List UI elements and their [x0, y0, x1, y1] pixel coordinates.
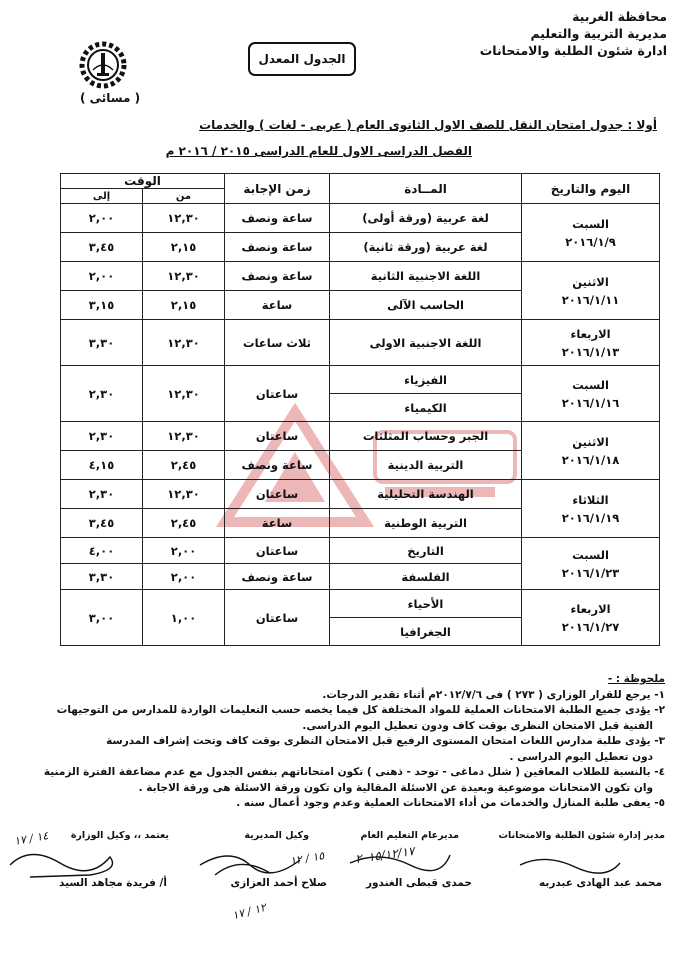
time-from-cell: ٢,٠٠ [143, 538, 225, 564]
note-line: الفنية قبل الامتحان النظرى بوقت كاف ودون تعطيل اليوم الدراسى. [302, 719, 653, 732]
day-date: ٢٠١٦/١/١٩ [561, 510, 620, 525]
time-from-cell: ١,٠٠ [143, 590, 225, 646]
note-line: دون تعطيل اليوم الدراسى . [509, 750, 653, 763]
handwritten-number: ١٤ / ١٧ [13, 829, 50, 848]
time-to-cell: ٢,٠٠ [61, 204, 143, 233]
day-cell [522, 204, 660, 262]
subject-cell: الأحياء [330, 590, 522, 618]
signature-name: حمدى قبطى الغندور [365, 877, 472, 889]
subject-cell: لغة عربية (ورقة ثانية) [330, 233, 522, 262]
day-name: السبت [572, 216, 609, 231]
schedule-title: أولا : جدول امتحان النقل للصف الاول الثانوى العام ( عربى - لغات ) والخدمات [199, 118, 657, 132]
header-block [437, 8, 667, 59]
time-from-cell: ٢,٤٥ [143, 509, 225, 538]
duration-cell: ساعة [225, 291, 330, 320]
day-name: الاربعاء [570, 601, 611, 616]
time-from-cell: ١٢,٣٠ [143, 204, 225, 233]
subject-cell: الحاسب الآلى [330, 291, 522, 320]
note-line: ٤- بالنسبة للطلاب المعاقين ( شلل دماغى - توحد - ذهنى ) تكون امتحاناتهم بنفس الجدول مع عدم مضاعفة الفترة الزمنية [43, 766, 665, 778]
time-from-cell: ١٢,٣٠ [143, 480, 225, 509]
table-row [61, 590, 660, 618]
time-to-cell: ٣,٤٥ [61, 509, 143, 538]
day-name: الثلاثاء [572, 492, 609, 507]
table-row [61, 480, 660, 509]
note-line: ٣- يؤدى طلبة مدارس اللغات امتحان المستوى الرفيع قبل الامتحان النظرى بوقت كاف وتحت إشراف المدرسة [106, 735, 665, 747]
subject-cell: الهندسة التحليلية [330, 480, 522, 509]
day-cell [522, 262, 660, 320]
signature-name: محمد عبد الهادى عبدربه [539, 877, 662, 889]
directorate-name: مديرية التربية والتعليم [530, 26, 667, 41]
subject-cell: الجبر وحساب المثلثات [330, 422, 522, 451]
notes-label: ملحوظة : - [607, 673, 665, 685]
time-to-cell: ٢,٣٠ [61, 480, 143, 509]
day-cell [522, 590, 660, 646]
table-row [61, 422, 660, 451]
time-to-cell: ٤,٠٠ [61, 538, 143, 564]
time-to-cell: ٣,٤٥ [61, 233, 143, 262]
note-line: ١- يرجع للقرار الوزارى ( ٢٧٣ ) فى ٢٠١٢/٧/٦م أثناء تقدير الدرجات. [322, 688, 665, 701]
time-from-cell: ٢,١٥ [143, 233, 225, 262]
duration-cell: ساعتان [225, 422, 330, 451]
time-to-cell: ٣,٣٠ [61, 320, 143, 366]
exam-schedule-table [60, 173, 660, 646]
time-from-cell: ٢,٠٠ [143, 564, 225, 590]
duration-cell: ساعة ونصف [225, 233, 330, 262]
table-row [61, 366, 660, 394]
day-date: ٢٠١٦/١/١٨ [561, 452, 620, 467]
duration-cell: ساعتان [225, 480, 330, 509]
duration-cell: ساعة ونصف [225, 451, 330, 480]
duration-cell: ثلاث ساعات [225, 320, 330, 366]
duration-cell: ساعتان [225, 538, 330, 564]
modified-schedule-badge: الجدول المعدل [248, 42, 356, 76]
header-to: إلى [61, 189, 143, 204]
day-date: ٢٠١٦/١/٢٧ [561, 619, 620, 634]
time-from-cell: ٢,١٥ [143, 291, 225, 320]
handwritten-date: ١٢ / ١٧ [230, 900, 268, 923]
table-row [61, 320, 660, 366]
day-date: ٢٠١٦/١/١٣ [561, 344, 620, 359]
subject-cell: الفلسفة [330, 564, 522, 590]
signature-title: يعتمد ،، وكيل الوزارة [70, 830, 169, 841]
handwritten-date: ١٥ / ١٢ [289, 849, 326, 868]
day-name: السبت [572, 547, 609, 562]
subject-cell: التربية الوطنية [330, 509, 522, 538]
signature-title: مديرعام التعليم العام [360, 830, 459, 841]
signature-name: أ/ فريدة مجاهد السيد [59, 877, 167, 889]
duration-cell: ساعة [225, 509, 330, 538]
emblem-icon [78, 40, 128, 90]
duration-cell: ساعة ونصف [225, 262, 330, 291]
time-from-cell: ٢,٤٥ [143, 451, 225, 480]
time-from-cell: ١٢,٣٠ [143, 262, 225, 291]
signature-title: مدير إدارة شئون الطلبة والامتحانات [498, 830, 665, 841]
header-duration: زمن الإجابة [225, 174, 330, 204]
time-to-cell: ٢,٣٠ [61, 422, 143, 451]
signature-title: وكيل المديرية [244, 830, 309, 841]
time-to-cell: ٢,٣٠ [61, 366, 143, 422]
header-day-date: اليوم والتاريخ [522, 174, 660, 204]
term-title: الفصل الدراسى الاول للعام الدراسى ٢٠١٥ / ٢٠١٦ م [165, 144, 472, 158]
note-line: وان تكون الامتحانات موضوعية وبعيدة عن الاسئلة المقالية وان تكون ورقة الاسئلة هى ورقة الاجابة . [138, 781, 653, 794]
governorate-name: محافظة الغربية [572, 9, 667, 24]
table-row [61, 204, 660, 233]
day-date: ٢٠١٦/١/٢٣ [561, 565, 620, 580]
subject-cell: لغة عربية (ورقة أولى) [330, 204, 522, 233]
table-row [61, 262, 660, 291]
subject-cell: اللغة الاجنبية الثانية [330, 262, 522, 291]
day-cell [522, 538, 660, 590]
note-line: ٢- يؤدى جميع الطلبة الامتحانات العملية للمواد المختلفة كل فيما يخصه حسب التعليمات الواردة للمدارس من التوجيهات [56, 704, 665, 716]
duration-cell: ساعتان [225, 590, 330, 646]
duration-cell: ساعة ونصف [225, 564, 330, 590]
time-to-cell: ٢,٠٠ [61, 262, 143, 291]
notes-section [25, 672, 665, 812]
duration-cell: ساعتان [225, 366, 330, 422]
subject-cell: التاريخ [330, 538, 522, 564]
subject-cell: الفيزياء [330, 366, 522, 394]
day-cell [522, 480, 660, 538]
day-name: السبت [572, 377, 609, 392]
day-date: ٢٠١٦/١/١١ [561, 292, 620, 307]
signature-name: صلاح أحمد العزازى [230, 877, 327, 889]
handwritten-date: ٢٠١٥/١٢/١٧ [354, 843, 416, 867]
header-time: الوقت [61, 174, 225, 189]
subject-cell: الجغرافيا [330, 618, 522, 646]
time-from-cell: ١٢,٣٠ [143, 366, 225, 422]
day-cell [522, 320, 660, 366]
subject-cell: الكيمياء [330, 394, 522, 422]
header-from: من [143, 189, 225, 204]
time-from-cell: ١٢,٣٠ [143, 422, 225, 451]
day-cell [522, 366, 660, 422]
session-label: ( مسائى ) [79, 91, 141, 105]
day-cell [522, 422, 660, 480]
subject-cell: التربية الدينية [330, 451, 522, 480]
time-to-cell: ٣,٠٠ [61, 590, 143, 646]
table-row [61, 538, 660, 564]
time-from-cell: ١٢,٣٠ [143, 320, 225, 366]
day-name: الاثنين [572, 274, 609, 289]
day-name: الاثنين [572, 434, 609, 449]
day-date: ٢٠١٦/١/١٦ [561, 395, 620, 410]
day-date: ٢٠١٦/١/٩ [565, 234, 616, 249]
note-line: ٥- يعفى طلبة المنازل والخدمات من أداء الامتحانات العملية وعدم وجود أعمال سنه . [236, 797, 665, 809]
duration-cell: ساعة ونصف [225, 204, 330, 233]
time-to-cell: ٣,١٥ [61, 291, 143, 320]
time-to-cell: ٤,١٥ [61, 451, 143, 480]
department-name: ادارة شئون الطلبة والامتحانات [479, 43, 667, 58]
subject-cell: اللغة الاجنبية الاولى [330, 320, 522, 366]
header-subject: المــادة [330, 174, 522, 204]
time-to-cell: ٣,٣٠ [61, 564, 143, 590]
day-name: الاربعاء [570, 326, 611, 341]
